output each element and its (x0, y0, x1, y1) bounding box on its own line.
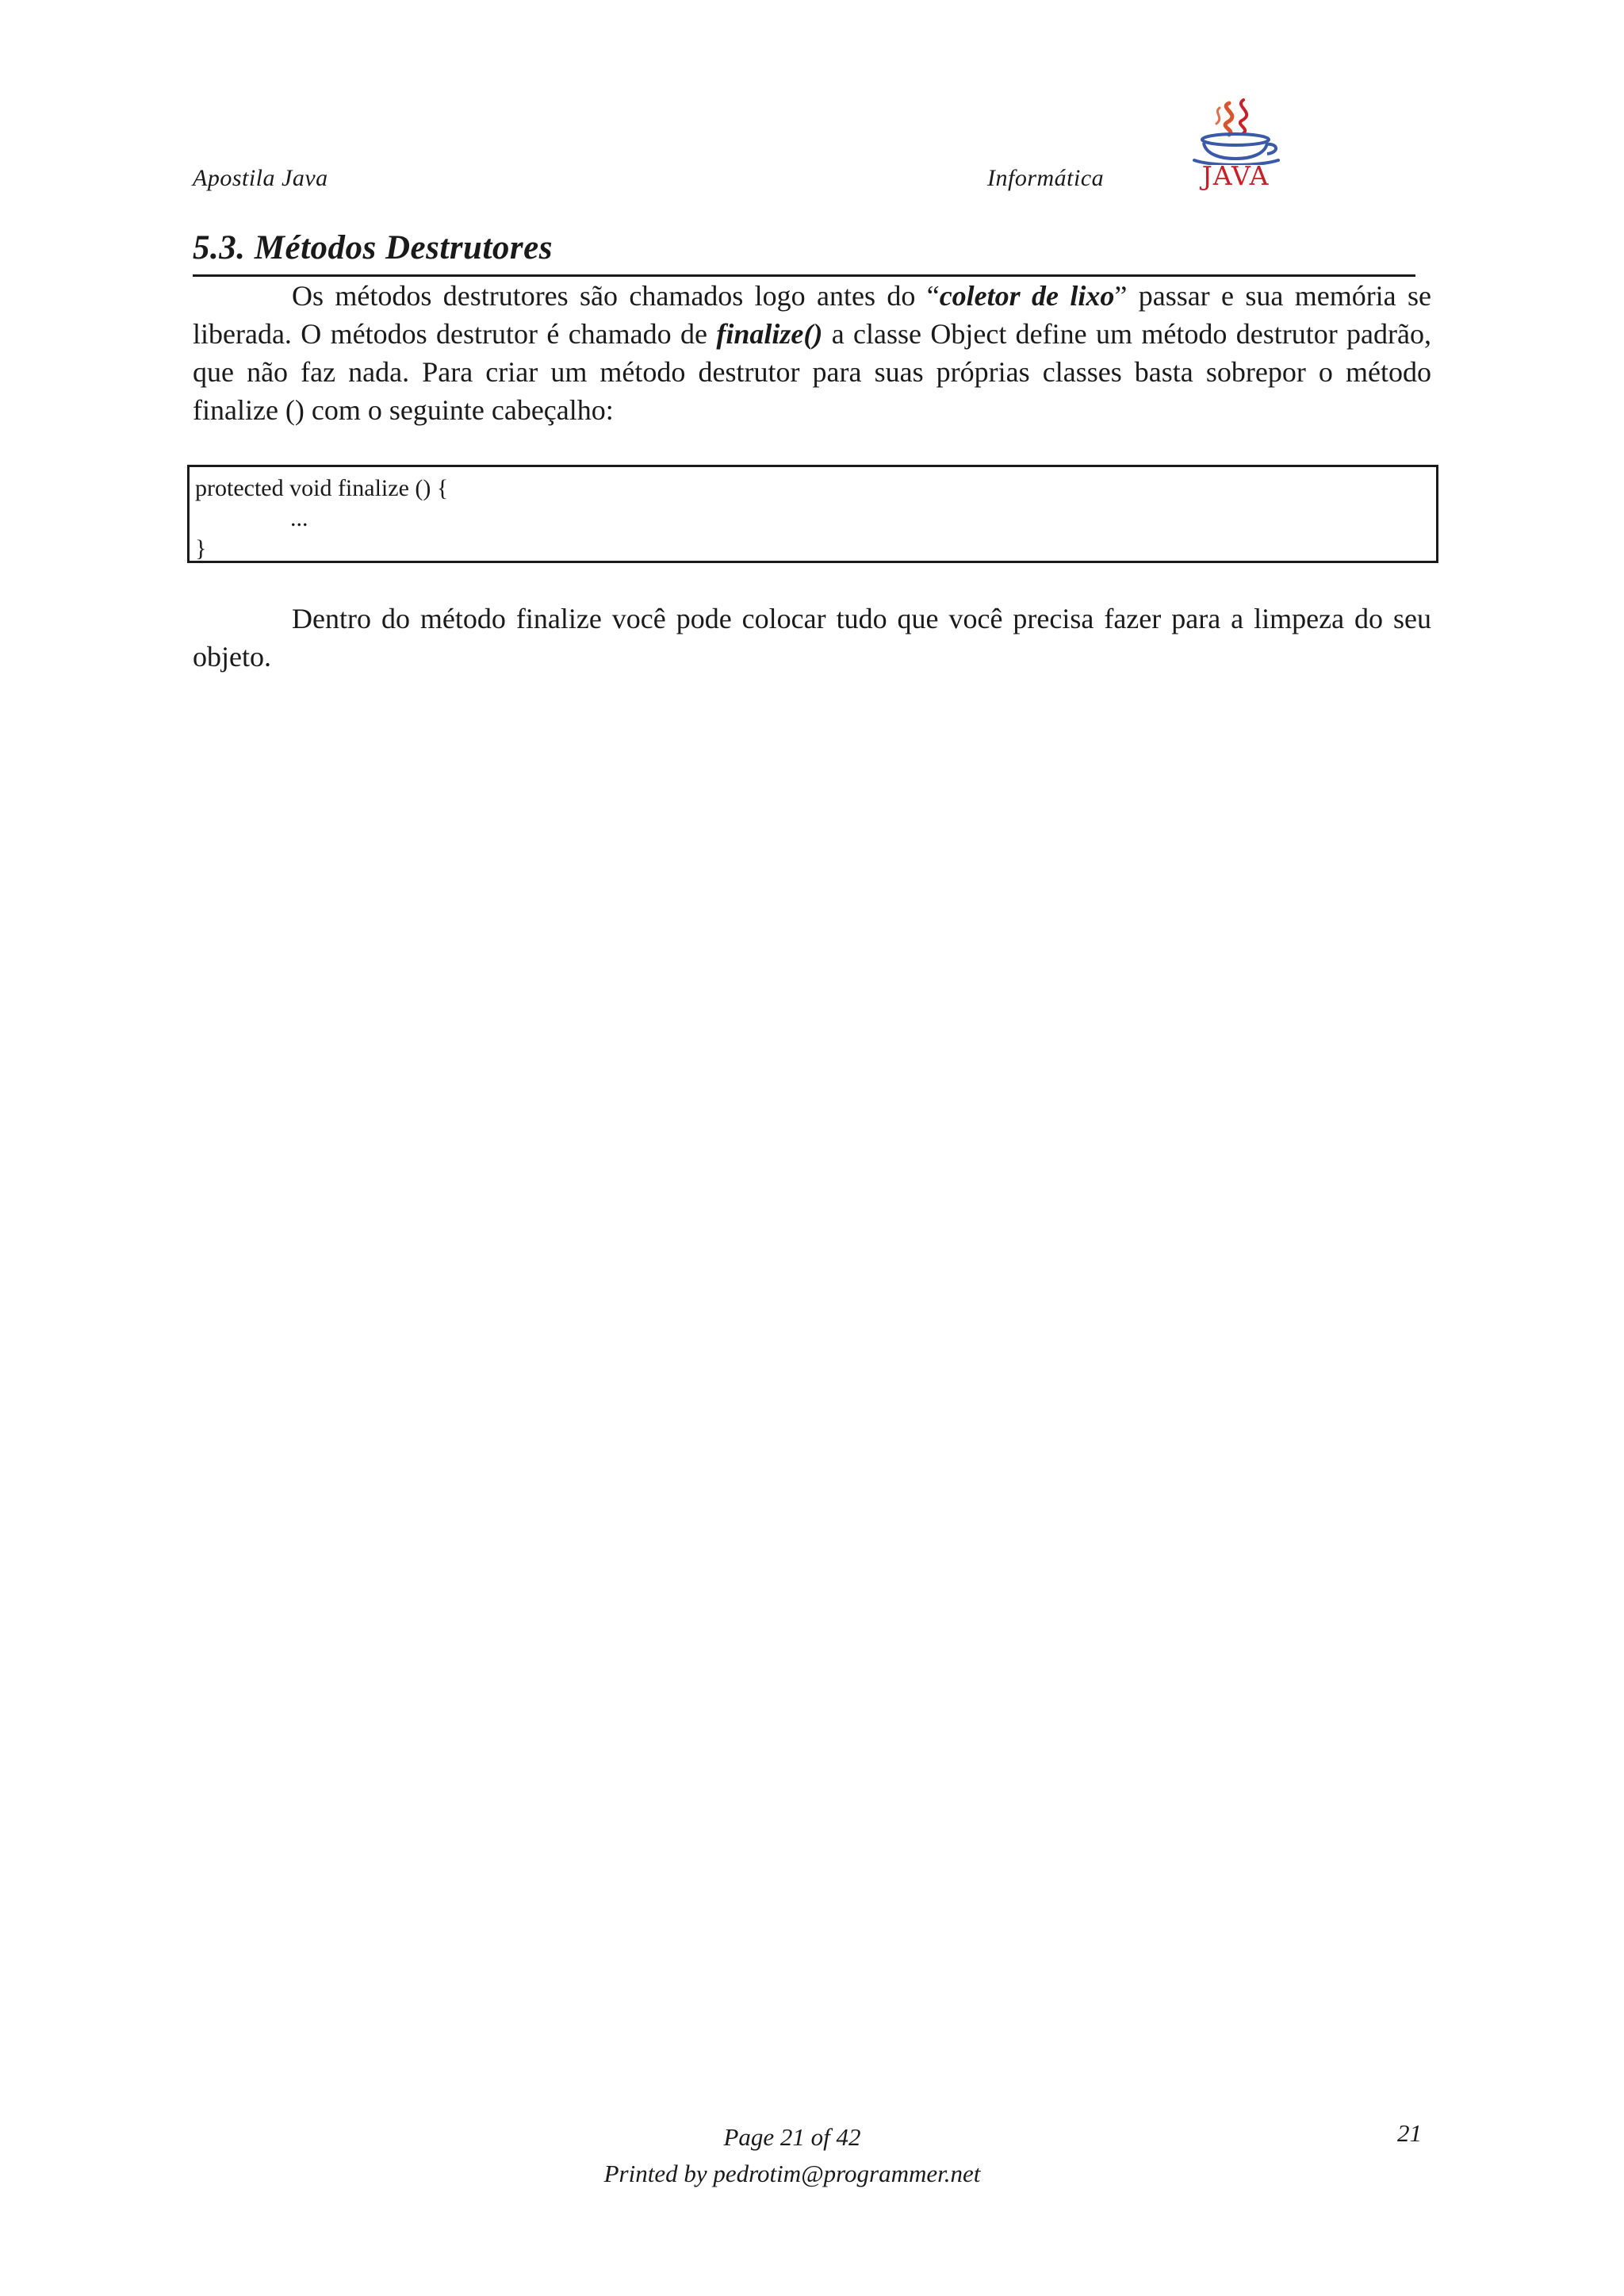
paragraph-text: Dentro do método finalize você pode colocar tudo que você precisa fazer para a limpeza do seu objeto. (193, 603, 1431, 673)
paragraph-text: a classe Object define um método destrutor padrão, que não faz nada. Para criar um método destrutor para suas próprias classes basta sobrepor o método finalize () com o seguinte cabeçalho: (193, 318, 1431, 426)
java-logo (1180, 97, 1291, 190)
logo-word: JAVA (1201, 160, 1270, 191)
page-footer (495, 2119, 1090, 2192)
code-line: } (195, 535, 207, 562)
paragraph-intro (193, 277, 1431, 429)
emphasis-finalize: finalize() (716, 318, 823, 350)
coffee-cup-icon (1180, 97, 1291, 165)
paragraph-text: Os métodos destrutores são chamados logo antes do “ (292, 280, 940, 312)
page-number: 21 (1397, 2119, 1422, 2147)
header-left-text: Apostila Java (193, 165, 328, 191)
section-title: 5.3. Métodos Destrutores (193, 229, 553, 266)
page-label: Page 21 of 42 (723, 2123, 861, 2151)
code-block (187, 465, 1438, 563)
code-line: protected void finalize () { (195, 475, 449, 501)
printed-by: Printed by pedrotim@programmer.net (603, 2160, 981, 2187)
emphasis-coletor-de-lixo: coletor de lixo (939, 280, 1115, 312)
header-center-text: Informática (987, 165, 1105, 191)
paragraph-text: ” passar e sua memória se liberada. O métodos destrutor é chamado de (193, 280, 1432, 350)
paragraph-conclusion (193, 600, 1431, 676)
code-line: ... (290, 505, 308, 531)
